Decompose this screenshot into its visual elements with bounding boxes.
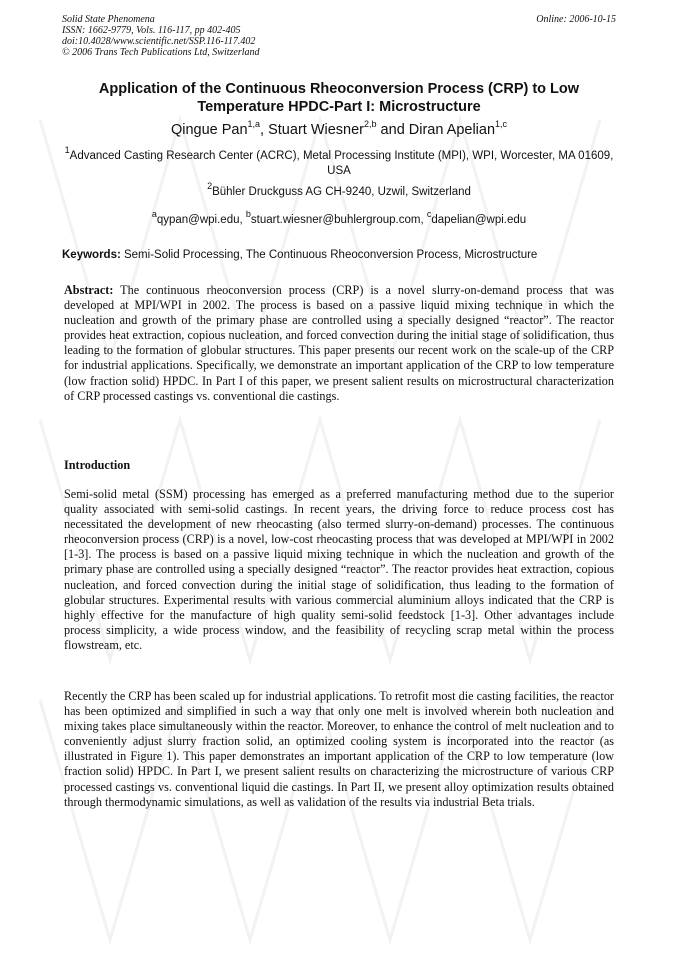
abstract-label: Abstract: — [64, 283, 114, 297]
email-superscript: a — [151, 209, 157, 220]
section-heading-introduction: Introduction — [64, 458, 131, 472]
affiliation-superscript: 1 — [64, 145, 70, 156]
journal-info — [62, 14, 616, 58]
body-paragraph: Semi-solid metal (SSM) processing has emerged as a preferred manufacturing method due to the superior quality associated with semi-solid castings. In recent years, the driving force to reduce process cost has necessitated the development of new rheocasting (also termed slurry-on-demand) processes. The continuous rheoconversion process (CRP) is a novel, low-cost rheocasting process that was developed at MPI/WPI in 2002 [1-3]. The process is based on a passive liquid mixing technique in which the nucleation and growth of the primary phase are controlled using a specially designed “reactor”. The reactor provides heat extraction, copious nucleation, and forced convection during the initial stage of solidification, thus leading to the formation of globular structures. Experimental results with various commercial aluminium alloys indicated that the CRP is highly effective for the manufacture of high quality semi-solid feedstock [1-3]. Other advantages include process simplicity, a wide process window, and the feasibility of recycling scrap metal within the process flowstream, etc. — [64, 487, 614, 652]
affiliation-text: Bühler Druckguss AG CH-9240, Uzwil, Switzerland — [212, 186, 471, 198]
author-superscript: 1,c — [495, 119, 508, 130]
keywords-label: Keywords: — [62, 249, 121, 261]
email-separator: , — [239, 214, 246, 226]
online-date: Online: 2006-10-15 — [536, 14, 616, 25]
abstract-paragraph — [64, 283, 614, 404]
affiliation-superscript: 2 — [207, 181, 213, 192]
affiliation-2 — [62, 181, 616, 200]
author-separator: , — [260, 122, 269, 138]
author-superscript: 1,a — [247, 119, 261, 130]
author-separator: and — [376, 122, 409, 138]
keywords-line — [62, 248, 616, 263]
email-separator: , — [420, 214, 427, 226]
author-name: Qingue Pan — [170, 122, 248, 138]
email-superscript: b — [245, 209, 251, 220]
author-emails — [62, 209, 616, 228]
body-paragraph: Recently the CRP has been scaled up for industrial applications. To retrofit most die casting facilities, the reactor has been optimized and simplified in such a way that only one melt is involved wherein both nucleation and mixing takes place simultaneously within the reactor. Moreover, to enhance the control of melt nucleation and to conveniently adjust slurry fraction solid, an optimized cooling system is incorporated into the reactor (as illustrated in Figure 1). This paper demonstrates an important application of the CRP to low temperature (low fraction solid) HPDC. In Part I, we present salient results on characterizing the microstructure of various CRP processed castings vs. conventional liquid die castings. In Part II, we present alloy optimization results obtained through thermodynamic simulations, as well as validation of the results via industrial Beta trials. — [64, 689, 614, 809]
doi-line: doi:10.4028/www.scientific.net/SSP.116-117.402 — [62, 36, 256, 47]
email-link[interactable]: dapelian@wpi.edu — [431, 214, 527, 226]
author-superscript: 2,b — [364, 119, 377, 130]
abstract-text: The continuous rheoconversion process (CRP) is a novel slurry-on-demand process that was developed at MPI/WPI in 2002. The process is based on a passive liquid mixing technique in which the nucleation and growth of the primary phase are controlled using a specially designed “reactor”. The reactor provides heat extraction, copious nucleation, and forced convection during the initial stage of solidification, thus leading to the formation of globular structures. This paper presents our recent work on the scale-up of the CRP for industrial applications. Specifically, we demonstrate an important application of the CRP to low temperature (low fraction solid) HPDC. In Part I of this paper, we present salient results on microstructural characterization of CRP processed castings vs. conventional die castings. — [64, 283, 614, 403]
affiliation-text: Advanced Casting Research Center (ACRC), Metal Processing Institute (MPI), WPI, Worcester, MA 01609, USA — [69, 150, 614, 177]
issn-line: ISSN: 1662-9779, Vols. 116-117, pp 402-405 — [62, 25, 241, 36]
copyright-line: © 2006 Trans Tech Publications Ltd, Switzerland — [62, 47, 260, 58]
journal-header — [62, 14, 616, 58]
journal-name: Solid State Phenomena — [62, 14, 155, 25]
affiliation-1 — [62, 145, 616, 179]
email-link[interactable]: qypan@wpi.edu — [156, 214, 240, 226]
author-name: Diran Apelian — [408, 122, 496, 138]
email-superscript: c — [426, 209, 432, 220]
author-list — [62, 121, 616, 139]
email-link[interactable]: stuart.wiesner@buhlergroup.com — [250, 214, 421, 226]
author-name: Stuart Wiesner — [268, 122, 365, 138]
keywords-text: Semi-Solid Processing, The Continuous Rheoconversion Process, Microstructure — [120, 249, 538, 261]
paper-title: Application of the Continuous Rheoconversion Process (CRP) to Low Temperature HPDC-Part I: Microstructure — [98, 81, 580, 115]
